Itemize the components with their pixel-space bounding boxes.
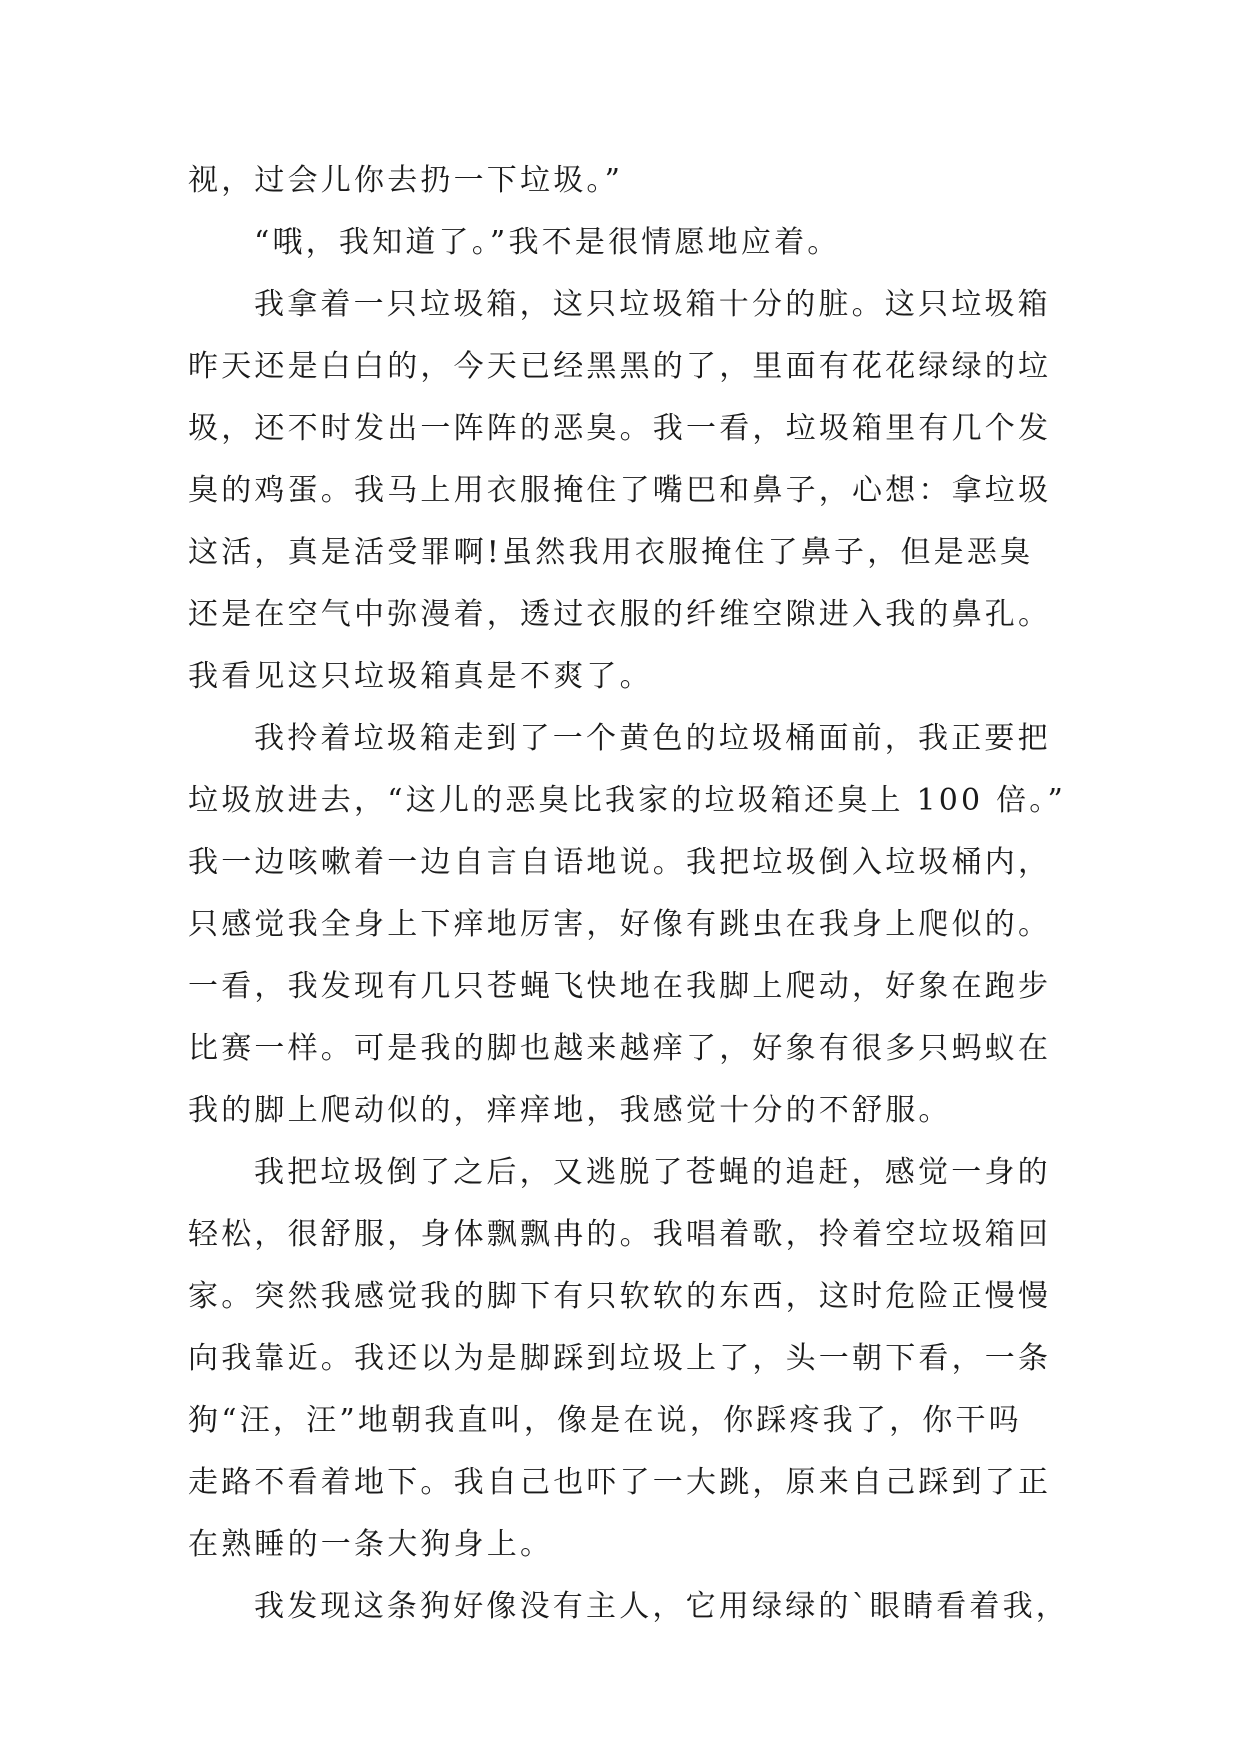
text-line: 走路不看着地下。我自己也吓了一大跳，原来自己踩到了正 xyxy=(188,1465,1052,1500)
text-line: 圾，还不时发出一阵阵的恶臭。我一看，垃圾箱里有几个发 xyxy=(188,411,1052,446)
text-line: 还是在空气中弥漫着，透过衣服的纤维空隙进入我的鼻孔。 xyxy=(188,597,1052,632)
text-line: 我看见这只垃圾箱真是不爽了。 xyxy=(188,659,653,694)
text-line: 视，过会儿你去扔一下垃圾。” xyxy=(188,163,624,198)
text-line: 向我靠近。我还以为是脚踩到垃圾上了，头一朝下看，一条 xyxy=(188,1341,1052,1376)
text-line: 我拎着垃圾箱走到了一个黄色的垃圾桶面前，我正要把 xyxy=(254,721,1051,756)
text-line: 只感觉我全身上下痒地厉害，好像有跳虫在我身上爬似的。 xyxy=(188,907,1052,942)
text-line: 狗“汪，汪”地朝我直叫，像是在说，你踩疼我了，你干吗 xyxy=(188,1403,1022,1438)
text-line: 在熟睡的一条大狗身上。 xyxy=(188,1527,554,1562)
text-line: 我把垃圾倒了之后，又逃脱了苍蝇的追赶，感觉一身的 xyxy=(254,1155,1051,1190)
text-line: 比赛一样。可是我的脚也越来越痒了，好象有很多只蚂蚁在 xyxy=(188,1031,1052,1066)
text-line: 我拿着一只垃圾箱，这只垃圾箱十分的脏。这只垃圾箱 xyxy=(254,287,1051,322)
text-line: “哦，我知道了。”我不是很情愿地应着。 xyxy=(254,225,841,260)
body-text xyxy=(188,150,1068,1638)
text-line: 我发现这条狗好像没有主人，它用绿绿的`眼睛看着我， xyxy=(254,1589,1069,1624)
text-line: 这活，真是活受罪啊!虽然我用衣服掩住了鼻子，但是恶臭 xyxy=(188,535,1034,570)
text-line: 一看，我发现有几只苍蝇飞快地在我脚上爬动，好象在跑步 xyxy=(188,969,1052,1004)
text-line: 垃圾放进去，“这儿的恶臭比我家的垃圾箱还臭上 100 倍。” xyxy=(188,783,1067,818)
text-line: 我的脚上爬动似的，痒痒地，我感觉十分的不舒服。 xyxy=(188,1093,952,1128)
text-line: 臭的鸡蛋。我马上用衣服掩住了嘴巴和鼻子，心想：拿垃圾 xyxy=(188,473,1052,508)
text-line: 我一边咳嗽着一边自言自语地说。我把垃圾倒入垃圾桶内， xyxy=(188,845,1052,880)
text-line: 家。突然我感觉我的脚下有只软软的东西，这时危险正慢慢 xyxy=(188,1279,1052,1314)
text-line: 轻松，很舒服，身体飘飘冉的。我唱着歌，拎着空垃圾箱回 xyxy=(188,1217,1052,1252)
text-line: 昨天还是白白的，今天已经黑黑的了，里面有花花绿绿的垃 xyxy=(188,349,1052,384)
